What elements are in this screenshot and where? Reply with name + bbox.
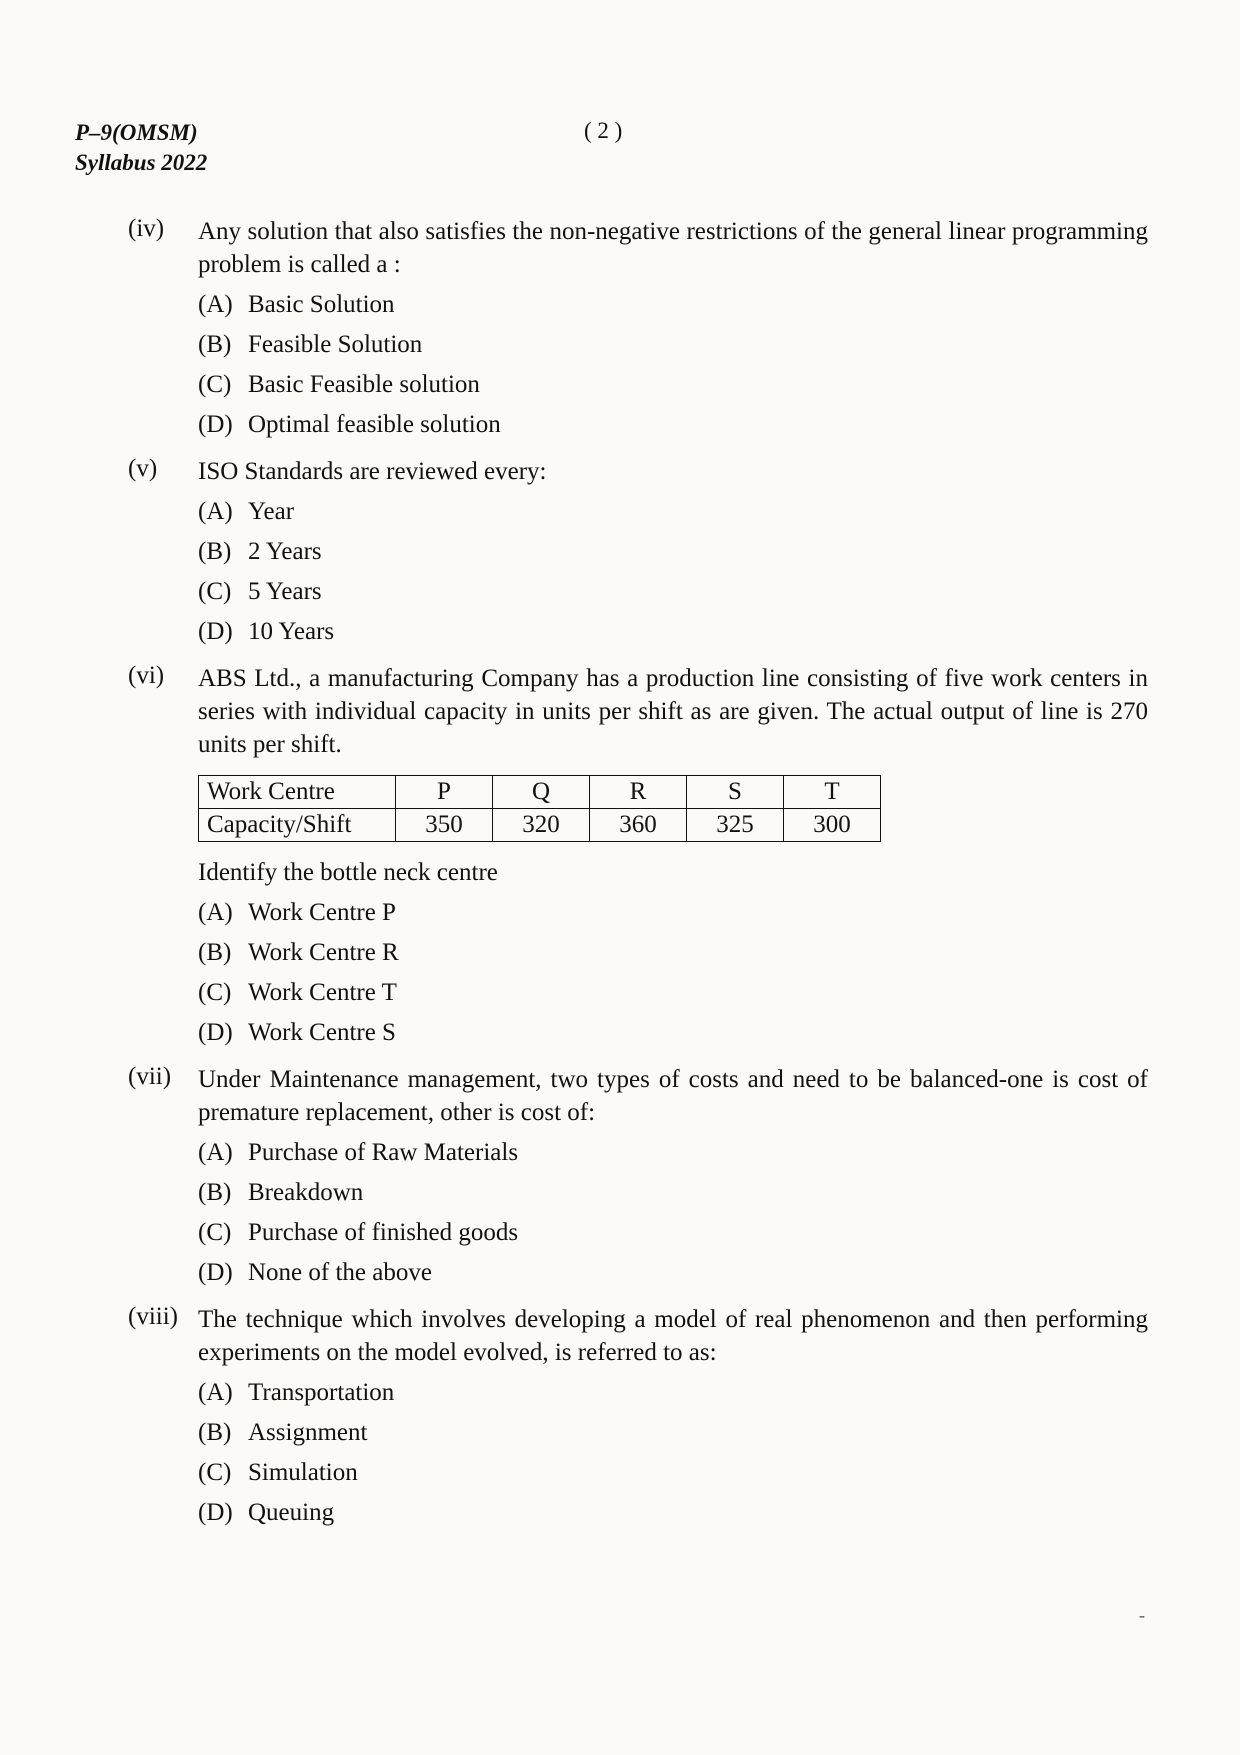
question-number: (iv) (128, 215, 165, 242)
option-label: (B) (198, 331, 232, 358)
option-text: 10 Years (248, 618, 335, 645)
option-text: Optimal feasible solution (248, 411, 501, 438)
option-label: (A) (198, 1139, 233, 1166)
table-header-row (199, 776, 881, 809)
option-label: (B) (198, 1419, 232, 1446)
option-a (198, 1133, 1148, 1173)
question-text: Under Maintenance management, two types of costs and need to be balanced-one is cost of premature replacement, other is cost of: (198, 1066, 1148, 1126)
option-text: Purchase of Raw Materials (248, 1139, 519, 1166)
option-text: Simulation (248, 1459, 358, 1486)
option-text: None of the above (248, 1259, 432, 1286)
option-d (198, 405, 1148, 445)
question-vii (128, 1063, 1148, 1293)
option-text: Work Centre T (248, 979, 397, 1006)
option-text: 5 Years (248, 578, 322, 605)
option-label: (B) (198, 538, 232, 565)
question-number: (vii) (128, 1063, 172, 1090)
option-c (198, 365, 1148, 405)
question-text: ABS Ltd., a manufacturing Company has a production line consisting of five work centers in series with individual capacity in units per shift as are given. The actual output of line is 270 units per shift. (198, 665, 1148, 758)
option-text: Assignment (248, 1419, 368, 1446)
table-cell: 300 (784, 809, 881, 842)
option-label: (A) (198, 1379, 233, 1406)
option-d (198, 1253, 1148, 1293)
question-viii (128, 1303, 1148, 1533)
option-text: Basic Solution (248, 291, 395, 318)
option-text: Transportation (248, 1379, 395, 1406)
question-vi (128, 662, 1148, 1053)
option-c (198, 1213, 1148, 1253)
question-text: ISO Standards are reviewed every: (198, 458, 547, 485)
page-number: ( 2 ) (584, 118, 623, 143)
options (198, 285, 1148, 445)
option-a (198, 893, 1148, 933)
question-number: (vi) (128, 662, 165, 689)
syllabus-label: Syllabus 2022 (75, 150, 208, 175)
option-c (198, 973, 1148, 1013)
option-label: (D) (198, 618, 233, 645)
table-cell: 350 (396, 809, 493, 842)
question-list (128, 215, 1148, 1533)
table-header-cell: R (590, 776, 687, 809)
option-b (198, 325, 1148, 365)
option-label: (A) (198, 498, 233, 525)
option-d (198, 1493, 1148, 1533)
question-text: Any solution that also satisfies the non-negative restrictions of the general linear programming problem is called a : (198, 218, 1148, 278)
option-label: (C) (198, 578, 232, 605)
option-a (198, 1373, 1148, 1413)
option-text: Feasible Solution (248, 331, 423, 358)
question-text: The technique which involves developing a model of real phenomenon and then performing experiments on the model evolved, is referred to as: (198, 1306, 1148, 1366)
option-text: Work Centre R (248, 939, 399, 966)
footer-mark: - (1139, 1605, 1145, 1625)
option-label: (A) (198, 899, 233, 926)
table-header-cell: S (687, 776, 784, 809)
option-a (198, 285, 1148, 325)
option-c (198, 572, 1148, 612)
option-text: Purchase of finished goods (248, 1219, 519, 1246)
question-iv (128, 215, 1148, 445)
options (198, 893, 1148, 1053)
table-header-cell: P (396, 776, 493, 809)
options (198, 492, 1148, 652)
option-text: Queuing (248, 1499, 335, 1526)
option-text: Work Centre S (248, 1019, 396, 1046)
option-b (198, 1413, 1148, 1453)
option-text: Breakdown (248, 1179, 364, 1206)
options (198, 1133, 1148, 1293)
option-label: (D) (198, 1259, 233, 1286)
option-text: Year (248, 498, 295, 525)
option-label: (D) (198, 1499, 233, 1526)
option-b (198, 933, 1148, 973)
option-label: (A) (198, 291, 233, 318)
question-number: (viii) (128, 1303, 178, 1330)
option-d (198, 612, 1148, 652)
table-cell: 320 (493, 809, 590, 842)
option-c (198, 1453, 1148, 1493)
table-header-cell: T (784, 776, 881, 809)
table-row (199, 809, 881, 842)
option-label: (C) (198, 1219, 232, 1246)
option-a (198, 492, 1148, 532)
question-v (128, 455, 1148, 652)
option-label: (D) (198, 411, 233, 438)
option-label: (B) (198, 1179, 232, 1206)
option-label: (C) (198, 979, 232, 1006)
option-label: (B) (198, 939, 232, 966)
paper-code: P–9(OMSM) (75, 120, 198, 145)
option-text: 2 Years (248, 538, 322, 565)
option-text: Basic Feasible solution (248, 371, 480, 398)
options (198, 1373, 1148, 1533)
option-b (198, 1173, 1148, 1213)
question-number: (v) (128, 455, 158, 482)
option-b (198, 532, 1148, 572)
table-cell: 360 (590, 809, 687, 842)
question-prompt: Identify the bottle neck centre (198, 859, 498, 886)
capacity-table (198, 775, 881, 842)
table-cell: Capacity/Shift (199, 809, 396, 842)
option-label: (C) (198, 371, 232, 398)
table-header-cell: Q (493, 776, 590, 809)
option-label: (D) (198, 1019, 233, 1046)
table-cell: 325 (687, 809, 784, 842)
option-text: Work Centre P (248, 899, 396, 926)
table-header-cell: Work Centre (199, 776, 396, 809)
option-label: (C) (198, 1459, 232, 1486)
option-d (198, 1013, 1148, 1053)
page-header (75, 118, 207, 178)
